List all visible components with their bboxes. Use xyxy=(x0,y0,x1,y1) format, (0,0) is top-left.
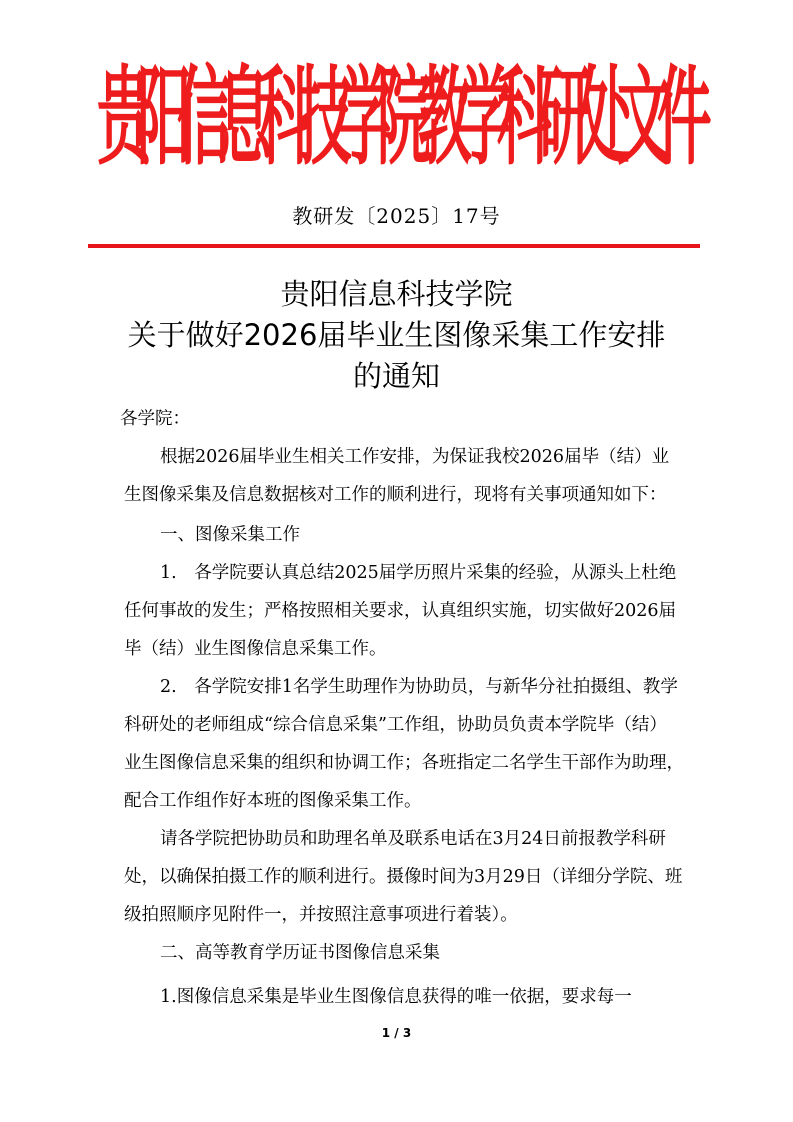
masthead-char: 件 xyxy=(657,57,712,181)
title-line-2: 关于做好2026届毕业生图像采集工作安排 xyxy=(127,318,666,352)
masthead-char: 贵 xyxy=(97,57,152,181)
report-paragraph: 请各学院把协助员和助理名单及联系电话在3月24日前报教学科研处，以确保拍摄工作的顺利进行。摄像时间为3月29日（详细分学院、班级拍照顺序见附件一，并按照注意事项进行着装）。 xyxy=(124,829,683,925)
document-number: 教研发〔2025〕17号 xyxy=(292,204,501,228)
masthead-char: 学 xyxy=(337,57,392,181)
title-line-3: 的通知 xyxy=(352,359,440,393)
masthead-char: 科 xyxy=(497,57,552,181)
notice-body xyxy=(120,400,684,1016)
salutation: 各学院： xyxy=(120,409,190,429)
masthead-char: 教 xyxy=(417,57,472,181)
masthead-char: 息 xyxy=(217,57,272,181)
masthead-char: 文 xyxy=(617,57,672,181)
masthead-char: 科 xyxy=(257,57,312,181)
masthead-char: 处 xyxy=(577,57,632,181)
section-1-item-1: 1. 各学院要认真总结2025届学历照片采集的经验，从源头上杜绝任何事故的发生；严格按照相关要求，认真组织实施，切实做好2026届毕（结）业生图像信息采集工作。 xyxy=(124,563,677,659)
section-2-heading: 二、高等教育学历证书图像信息采集 xyxy=(160,943,440,963)
section-2-item-1: 1.图像信息采集是毕业生图像信息获得的唯一依据，要求每一 xyxy=(160,987,632,1007)
masthead-char: 技 xyxy=(297,57,352,181)
red-divider-line xyxy=(88,244,700,248)
section-1-item-2: 2. 各学院安排1名学生助理作为协助员，与新华分社拍摄组、教学科研处的老师组成“综合信息采集”工作组，协助员负责本学院毕（结）业生图像信息采集的组织和协调工作；各班指定二名学生干部作为助理，配合工作组作好本班的图像采集工作。 xyxy=(124,677,684,811)
masthead-char: 院 xyxy=(377,57,432,181)
masthead-char: 阳 xyxy=(137,57,192,181)
masthead-char: 学 xyxy=(457,57,512,181)
intro-paragraph: 根据2026届毕业生相关工作安排，为保证我校2026届毕（结）业生图像采集及信息数据核对工作的顺利进行，现将有关事项通知如下： xyxy=(124,447,670,505)
section-1-heading: 一、图像采集工作 xyxy=(160,525,300,545)
masthead-char: 研 xyxy=(537,57,592,181)
page-number: 1 / 3 xyxy=(381,1026,412,1040)
masthead-title xyxy=(97,57,712,181)
title-line-1: 贵阳信息科技学院 xyxy=(280,277,513,311)
masthead-char: 信 xyxy=(177,57,232,181)
notice-title xyxy=(0,274,793,397)
